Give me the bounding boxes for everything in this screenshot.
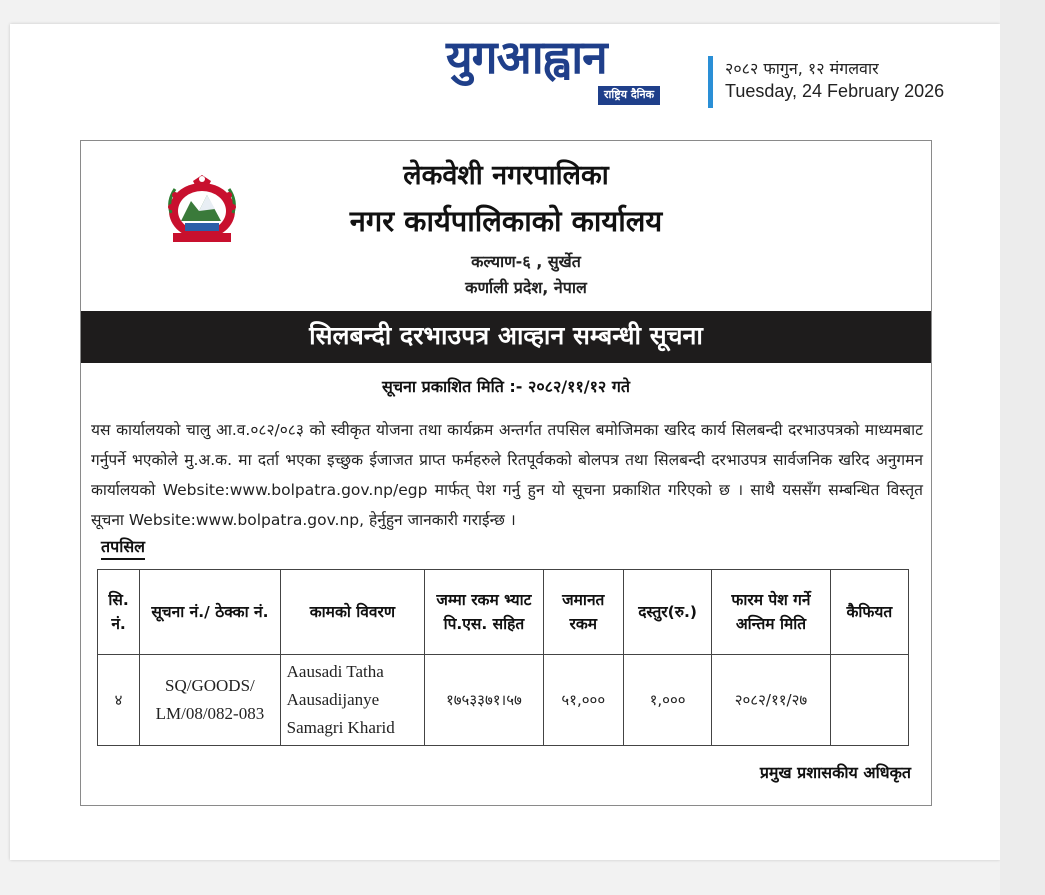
- tender-table: [97, 569, 909, 746]
- date-english: Tuesday, 24 February 2026: [725, 81, 945, 101]
- schedule-label: तपसिल: [101, 535, 145, 560]
- tender-notice: [80, 140, 932, 806]
- col-header-sn: सि. नं.: [98, 570, 140, 655]
- col-header-fee: दस्तुर(रु.): [623, 570, 711, 655]
- table-row: [98, 655, 909, 746]
- col-header-remarks: कैफियत: [830, 570, 908, 655]
- publish-date: सूचना प्रकाशित मिति :- २०८२/११/१२ गते: [382, 377, 630, 396]
- municipality-name: लेकवेशी नगरपालिका: [403, 160, 609, 191]
- cell-bid-security: ५१,०००: [543, 655, 623, 746]
- cell-description: Aausadi Tatha Aausadijanye Samagri Kharid: [280, 655, 425, 746]
- cell-fee: १,०००: [623, 655, 711, 746]
- cell-sn: ४: [98, 655, 140, 746]
- notice-body: यस कार्यालयको चालु आ.व.०८२/०८३ को स्वीकृत योजना तथा कार्यक्रम अन्तर्गत तपसिल बमोजिमका खरिद कार्य सिलबन्दी दरभाउपत्रको माध्यमबाट गर्नुपर्ने भएकोले मु.अ.क. मा दर्ता भएका इच्छुक ईजाजत प्राप्त फर्महरुले रितपूर्वकको बोलपत्र तथा सिलबन्दी दरभाउपत्र सार्वजनिक खरिद अनुगमन कार्यालयको Website:www.bolpatra.gov.np/egp मार्फत् पेश गर्नु हुन यो सूचना प्रकाशित गरिएको छ । साथै यससँग सम्बन्धित विस्तृत सूचना Website:www.bolpatra.gov.np, हेर्नुहुन जानकारी गराईन्छ ।: [91, 421, 923, 529]
- signatory-title: प्रमुख प्रशासकीय अधिकृत: [759, 763, 911, 782]
- cell-deadline: २०८२/११/२७: [712, 655, 830, 746]
- col-header-notice-no: सूचना नं./ ठेक्का नं.: [140, 570, 281, 655]
- cell-amount: १७५३३७१।५७: [425, 655, 543, 746]
- office-name: नगर कार्यपालिकाको कार्यालय: [349, 204, 663, 238]
- newspaper-masthead: [438, 28, 958, 118]
- newspaper-logo: युगआह्वान: [446, 30, 607, 84]
- date-nepali: २०८२ फागुन, १२ मंगलवार: [725, 59, 879, 78]
- cell-notice-no: SQ/GOODS/ LM/08/082-083: [140, 655, 281, 746]
- scrollbar-track[interactable]: [1000, 0, 1045, 895]
- col-header-deadline: फारम पेश गर्ने अन्तिम मिति: [712, 570, 830, 655]
- cell-remarks: [830, 655, 908, 746]
- newspaper-tagline: राष्ट्रिय दैनिक: [598, 86, 660, 105]
- col-header-description: कामको विवरण: [280, 570, 425, 655]
- notice-heading: सिलबन्दी दरभाउपत्र आव्हान सम्बन्धी सूचना: [81, 311, 931, 363]
- address-line-1: कल्याण-६ , सुर्खेत: [471, 252, 581, 271]
- col-header-bid-security: जमानत रकम: [543, 570, 623, 655]
- table-header-row: [98, 570, 909, 655]
- address-line-2: कर्णाली प्रदेश, नेपाल: [465, 278, 587, 297]
- masthead-divider: [708, 56, 713, 108]
- col-header-amount: जम्मा रकम भ्याट पि.एस. सहित: [425, 570, 543, 655]
